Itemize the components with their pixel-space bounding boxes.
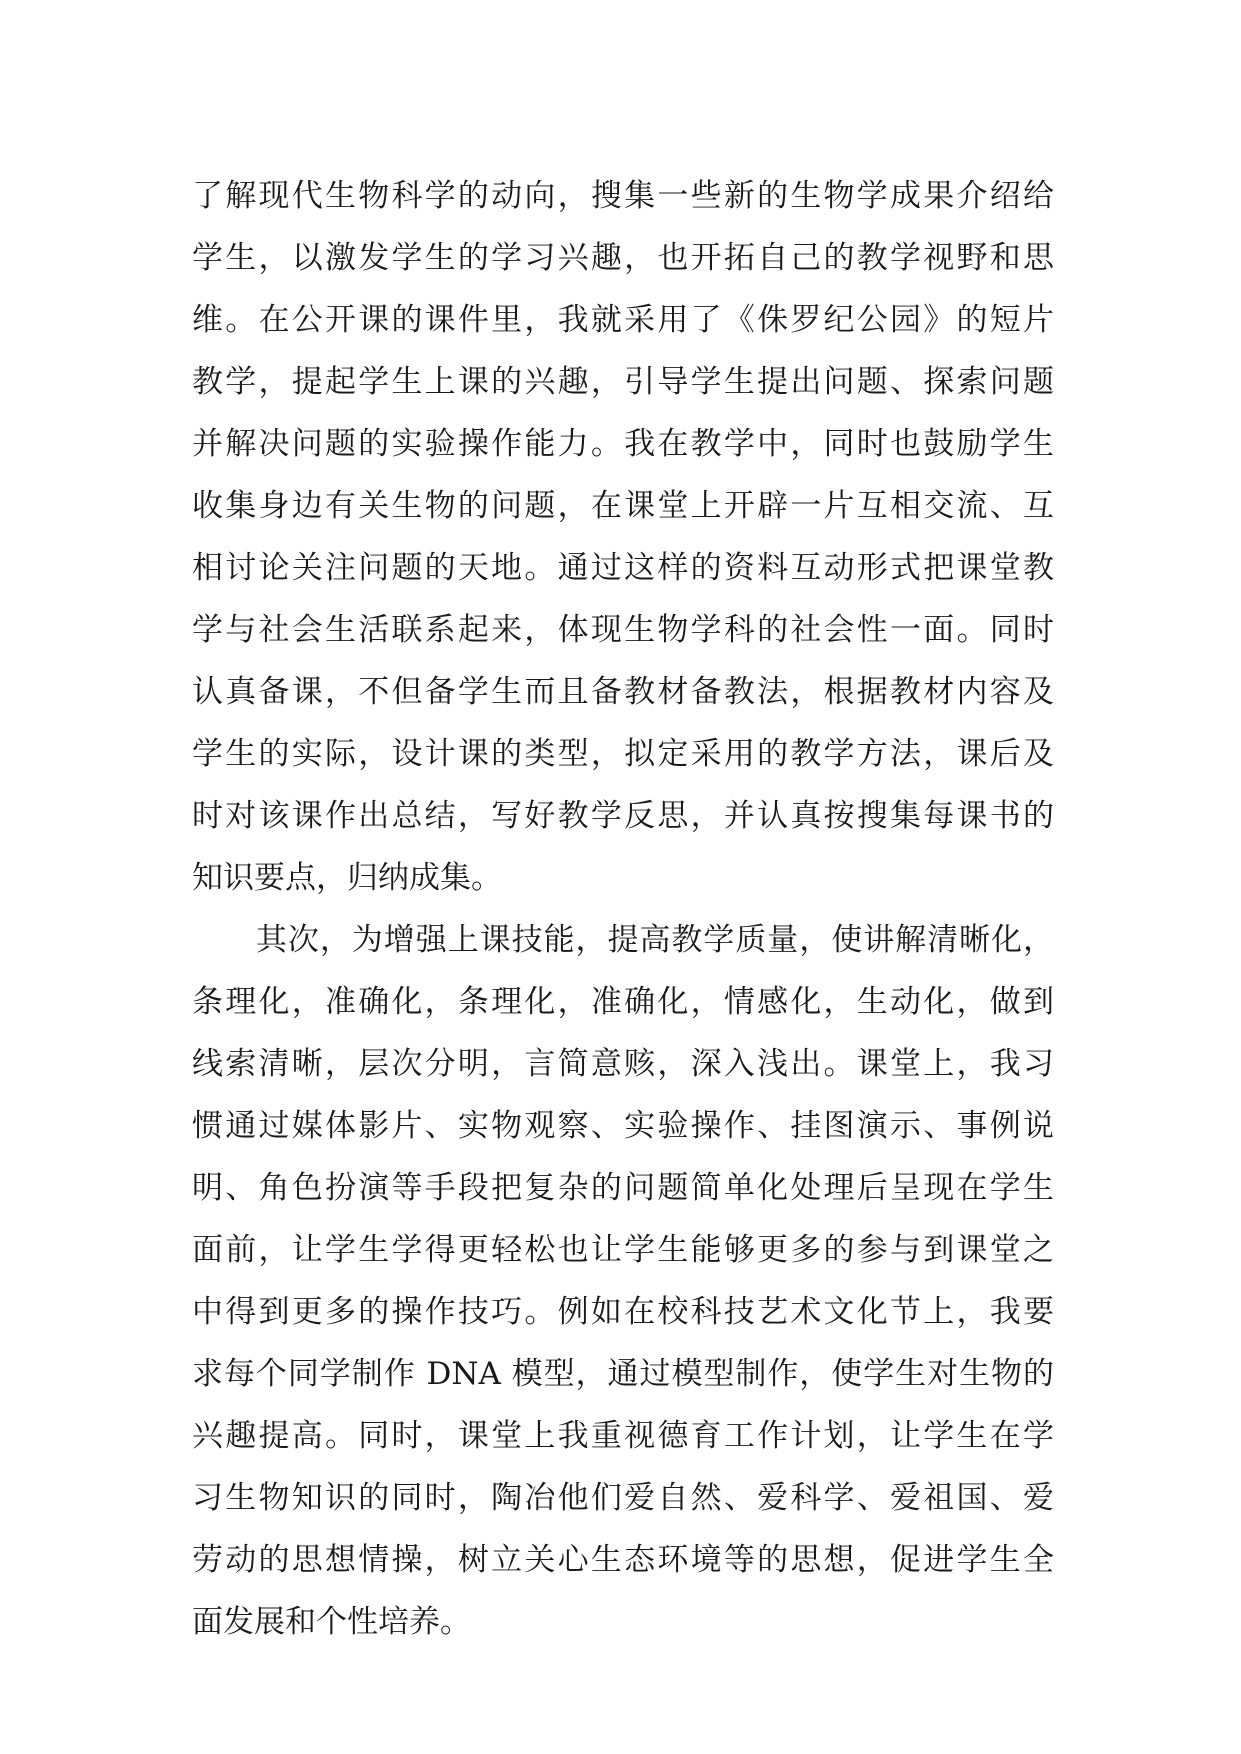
- text-line: 学生，以激发学生的学习兴趣，也开拓自己的教学视野和思: [192, 240, 1054, 276]
- text-line: 了解现代生物科学的动向，搜集一些新的生物学成果介绍给: [192, 178, 1054, 214]
- text-line: 兴趣提高。同时，课堂上我重视德育工作计划，让学生在学: [192, 1418, 1054, 1454]
- text-line: 习生物知识的同时，陶冶他们爱自然、爱科学、爱祖国、爱: [192, 1480, 1054, 1516]
- text-line: 面前，让学生学得更轻松也让学生能够更多的参与到课堂之: [192, 1232, 1054, 1268]
- text-line: 明、角色扮演等手段把复杂的问题简单化处理后呈现在学生: [192, 1170, 1054, 1206]
- text-line: 惯通过媒体影片、实物观察、实验操作、挂图演示、事例说: [192, 1108, 1054, 1144]
- text-line: 学与社会生活联系起来，体现生物学科的社会性一面。同时: [192, 612, 1054, 648]
- text-line: 相讨论关注问题的天地。通过这样的资料互动形式把课堂教: [192, 550, 1054, 586]
- paragraph-2: [192, 909, 1054, 1653]
- text-line: 学生的实际，设计课的类型，拟定采用的教学方法，课后及: [192, 736, 1054, 772]
- paragraph-1: [192, 165, 1054, 909]
- text-line: 面发展和个性培养。: [192, 1604, 471, 1640]
- text-line: 知识要点，归纳成集。: [192, 860, 502, 896]
- text-line: 线索清晰，层次分明，言简意赅，深入浅出。课堂上，我习: [192, 1046, 1054, 1082]
- text-line: 其次，为增强上课技能，提高教学质量，使讲解清晰化，: [192, 922, 1054, 958]
- text-line: 收集身边有关生物的问题，在课堂上开辟一片互相交流、互: [192, 488, 1054, 524]
- text-line: 教学，提起学生上课的兴趣，引导学生提出问题、探索问题: [192, 364, 1054, 400]
- text-line: 中得到更多的操作技巧。例如在校科技艺术文化节上，我要: [192, 1294, 1054, 1330]
- text-line: 认真备课，不但备学生而且备教材备教法，根据教材内容及: [192, 674, 1054, 710]
- text-line: 条理化，准确化，条理化，准确化，情感化，生动化，做到: [192, 984, 1054, 1020]
- text-line: 劳动的思想情操，树立关心生态环境等的思想，促进学生全: [192, 1542, 1054, 1578]
- text-line: 维。在公开课的课件里，我就采用了《侏罗纪公园》的短片: [192, 302, 1054, 338]
- text-line: 并解决问题的实验操作能力。我在教学中，同时也鼓励学生: [192, 426, 1054, 462]
- text-line: 求每个同学制作 DNA 模型，通过模型制作，使学生对生物的: [192, 1356, 1054, 1392]
- text-line: 时对该课作出总结，写好教学反思，并认真按搜集每课书的: [192, 798, 1054, 834]
- document-body: [192, 165, 1054, 1653]
